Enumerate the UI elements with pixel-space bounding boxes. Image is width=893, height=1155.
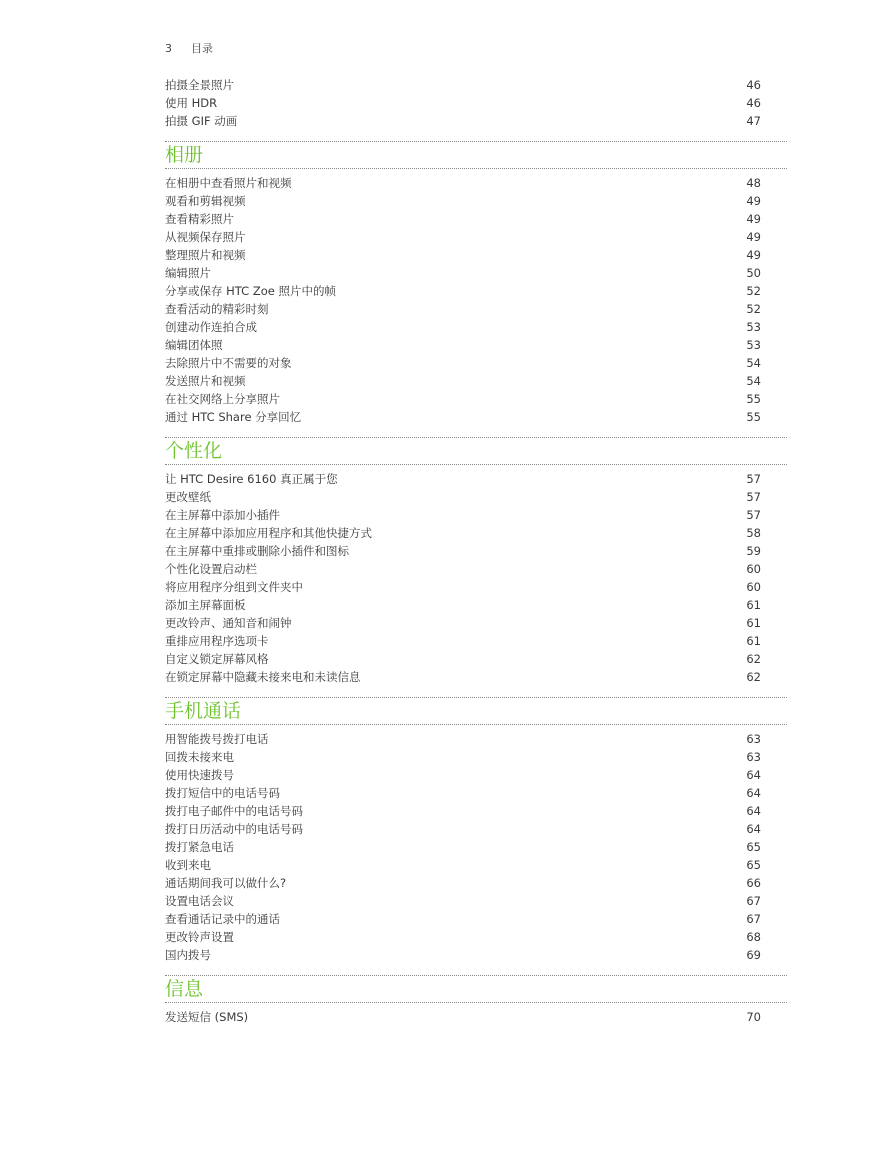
toc-entry-title: 使用快速拨号 — [165, 768, 234, 782]
intro-list — [165, 76, 787, 130]
toc-entry-title: 在社交网络上分享照片 — [165, 392, 280, 406]
toc-entry[interactable] — [165, 506, 787, 524]
toc-entry[interactable] — [165, 94, 787, 112]
toc-entry[interactable] — [165, 264, 787, 282]
toc-entry-page: 63 — [746, 732, 761, 746]
toc-entry-title: 拨打日历活动中的电话号码 — [165, 822, 303, 836]
toc-entry-page: 61 — [746, 616, 761, 630]
toc-entry-page: 48 — [746, 176, 761, 190]
toc-entry-title: 通话期间我可以做什么? — [165, 876, 287, 890]
toc-entry-title: 编辑团体照 — [165, 338, 223, 352]
toc-entry[interactable] — [165, 632, 787, 650]
toc-entry-page: 60 — [746, 562, 761, 576]
toc-entry-page: 65 — [746, 858, 761, 872]
toc-entry-title: 更改铃声设置 — [165, 930, 234, 944]
toc-entry-page: 57 — [746, 472, 761, 486]
toc-entry[interactable] — [165, 76, 787, 94]
toc-entry-page: 67 — [746, 894, 761, 908]
toc-entry-title: 观看和剪辑视频 — [165, 194, 246, 208]
toc-entry[interactable] — [165, 488, 787, 506]
toc-entry[interactable] — [165, 748, 787, 766]
toc-entry-title: 去除照片中不需要的对象 — [165, 356, 292, 370]
toc-entry[interactable] — [165, 470, 787, 488]
toc-entry-title: 国内拨号 — [165, 948, 211, 962]
toc-entry-page: 49 — [746, 194, 761, 208]
toc-entry[interactable] — [165, 1008, 787, 1026]
toc-entry-page: 62 — [746, 652, 761, 666]
toc-entry[interactable] — [165, 784, 787, 802]
toc-entry-title: 更改壁纸 — [165, 490, 211, 504]
toc-entry-page: 65 — [746, 840, 761, 854]
toc-entry-title: 在相册中查看照片和视频 — [165, 176, 292, 190]
toc-entry[interactable] — [165, 614, 787, 632]
toc-entry-title: 查看活动的精彩时刻 — [165, 302, 269, 316]
toc-entry-title: 在主屏幕中添加小插件 — [165, 508, 280, 522]
section-list — [165, 1008, 787, 1026]
section-list — [165, 174, 787, 426]
toc-entry[interactable] — [165, 668, 787, 686]
toc-entry-page: 63 — [746, 750, 761, 764]
toc-entry-page: 54 — [746, 374, 761, 388]
toc-entry-page: 70 — [746, 1010, 761, 1024]
toc-entry-title: 拍摄全景照片 — [165, 78, 234, 92]
toc-entry[interactable] — [165, 856, 787, 874]
toc-entry-title: 分享或保存 HTC Zoe 照片中的帧 — [165, 284, 336, 298]
toc-entry-page: 55 — [746, 392, 761, 406]
toc-entry-page: 69 — [746, 948, 761, 962]
toc-entry-title: 发送短信 (SMS) — [165, 1010, 249, 1024]
toc-entry[interactable] — [165, 354, 787, 372]
page-number: 3 — [165, 42, 172, 55]
toc-entry[interactable] — [165, 560, 787, 578]
toc-entry[interactable] — [165, 766, 787, 784]
toc-entry-page: 46 — [746, 78, 761, 92]
toc-entry-page: 52 — [746, 284, 761, 298]
toc-entry[interactable] — [165, 192, 787, 210]
toc-entry-title: 回拨未接来电 — [165, 750, 234, 764]
toc-entry-title: 设置电话会议 — [165, 894, 234, 908]
toc-entry[interactable] — [165, 802, 787, 820]
toc-entry[interactable] — [165, 318, 787, 336]
toc-entry-title: 在主屏幕中重排或删除小插件和图标 — [165, 544, 349, 558]
toc-entry-page: 57 — [746, 508, 761, 522]
toc-entry[interactable] — [165, 596, 787, 614]
toc-entry-page: 59 — [746, 544, 761, 558]
toc-entry[interactable] — [165, 336, 787, 354]
toc-entry-page: 53 — [746, 320, 761, 334]
toc-entry[interactable] — [165, 874, 787, 892]
toc-entry-page: 57 — [746, 490, 761, 504]
toc-entry-title: 在锁定屏幕中隐藏未接来电和未读信息 — [165, 670, 361, 684]
toc-entry-title: 查看通话记录中的通话 — [165, 912, 280, 926]
toc-entry-title: 让 HTC Desire 6160 真正属于您 — [165, 472, 338, 486]
toc-entry-title: 使用 HDR — [165, 96, 218, 110]
toc-entry-page: 54 — [746, 356, 761, 370]
toc-entry-title: 收到来电 — [165, 858, 211, 872]
toc-entry[interactable] — [165, 228, 787, 246]
toc-entry[interactable] — [165, 246, 787, 264]
toc-entry-title: 自定义锁定屏幕风格 — [165, 652, 269, 666]
toc-entry[interactable] — [165, 210, 787, 228]
toc-entry-page: 49 — [746, 212, 761, 226]
toc-entry-page: 68 — [746, 930, 761, 944]
toc-entry-page: 67 — [746, 912, 761, 926]
toc-entry[interactable] — [165, 372, 787, 390]
toc-entry-title: 在主屏幕中添加应用程序和其他快捷方式 — [165, 526, 372, 540]
toc-entry-page: 66 — [746, 876, 761, 890]
toc-entry-page: 64 — [746, 822, 761, 836]
toc-entry[interactable] — [165, 174, 787, 192]
section-heading[interactable]: 手机通话 — [165, 697, 787, 725]
toc-entry-page: 58 — [746, 526, 761, 540]
toc-entry-title: 拨打短信中的电话号码 — [165, 786, 280, 800]
toc-entry-page: 49 — [746, 230, 761, 244]
toc-entry[interactable] — [165, 408, 787, 426]
toc-entry-title: 拍摄 GIF 动画 — [165, 114, 238, 128]
toc-entry[interactable] — [165, 282, 787, 300]
toc-entry-page: 52 — [746, 302, 761, 316]
toc-entry-page: 55 — [746, 410, 761, 424]
toc-entry-title: 从视频保存照片 — [165, 230, 246, 244]
toc-entry[interactable] — [165, 730, 787, 748]
toc-entry-title: 创建动作连拍合成 — [165, 320, 257, 334]
toc-entry[interactable] — [165, 946, 787, 964]
toc-entry-page: 49 — [746, 248, 761, 262]
toc-entry[interactable] — [165, 524, 787, 542]
toc-entry-title: 整理照片和视频 — [165, 248, 246, 262]
toc-entry-page: 60 — [746, 580, 761, 594]
toc-entry[interactable] — [165, 542, 787, 560]
toc-entry-title: 查看精彩照片 — [165, 212, 234, 226]
page-header — [165, 40, 213, 56]
toc-entry-title: 将应用程序分组到文件夹中 — [165, 580, 303, 594]
toc-entry-title: 用智能拨号拨打电话 — [165, 732, 269, 746]
toc-entry-title: 拨打紧急电话 — [165, 840, 234, 854]
toc-entry-title: 发送照片和视频 — [165, 374, 246, 388]
toc-entry-page: 47 — [746, 114, 761, 128]
toc-entry[interactable] — [165, 838, 787, 856]
toc-entry-page: 61 — [746, 634, 761, 648]
toc-entry-page: 53 — [746, 338, 761, 352]
toc-entry-title: 添加主屏幕面板 — [165, 598, 246, 612]
toc-entry[interactable] — [165, 650, 787, 668]
section-heading[interactable]: 个性化 — [165, 437, 787, 465]
toc-entry[interactable] — [165, 112, 787, 130]
toc-entry-title: 拨打电子邮件中的电话号码 — [165, 804, 303, 818]
toc-entry-page: 64 — [746, 786, 761, 800]
toc-entry-page: 50 — [746, 266, 761, 280]
section-list — [165, 470, 787, 686]
toc-entry-page: 64 — [746, 768, 761, 782]
section-heading[interactable]: 相册 — [165, 141, 787, 169]
toc-entry-title: 重排应用程序选项卡 — [165, 634, 269, 648]
section-list — [165, 730, 787, 964]
toc-entry[interactable] — [165, 910, 787, 928]
toc-entry-page: 64 — [746, 804, 761, 818]
toc-entry[interactable] — [165, 892, 787, 910]
toc-entry-page: 62 — [746, 670, 761, 684]
toc-entry-title: 编辑照片 — [165, 266, 211, 280]
toc-entry-title: 个性化设置启动栏 — [165, 562, 257, 576]
toc-entry[interactable] — [165, 820, 787, 838]
section-heading[interactable]: 信息 — [165, 975, 787, 1003]
toc-entry[interactable] — [165, 928, 787, 946]
toc-entry[interactable] — [165, 300, 787, 318]
header-title: 目录 — [191, 42, 213, 55]
toc-entry-page: 61 — [746, 598, 761, 612]
toc-entry-page: 46 — [746, 96, 761, 110]
toc-content — [165, 76, 787, 1026]
toc-entry-title: 通过 HTC Share 分享回忆 — [165, 410, 302, 424]
toc-entry-title: 更改铃声、通知音和闹钟 — [165, 616, 292, 630]
toc-entry[interactable] — [165, 390, 787, 408]
toc-entry[interactable] — [165, 578, 787, 596]
